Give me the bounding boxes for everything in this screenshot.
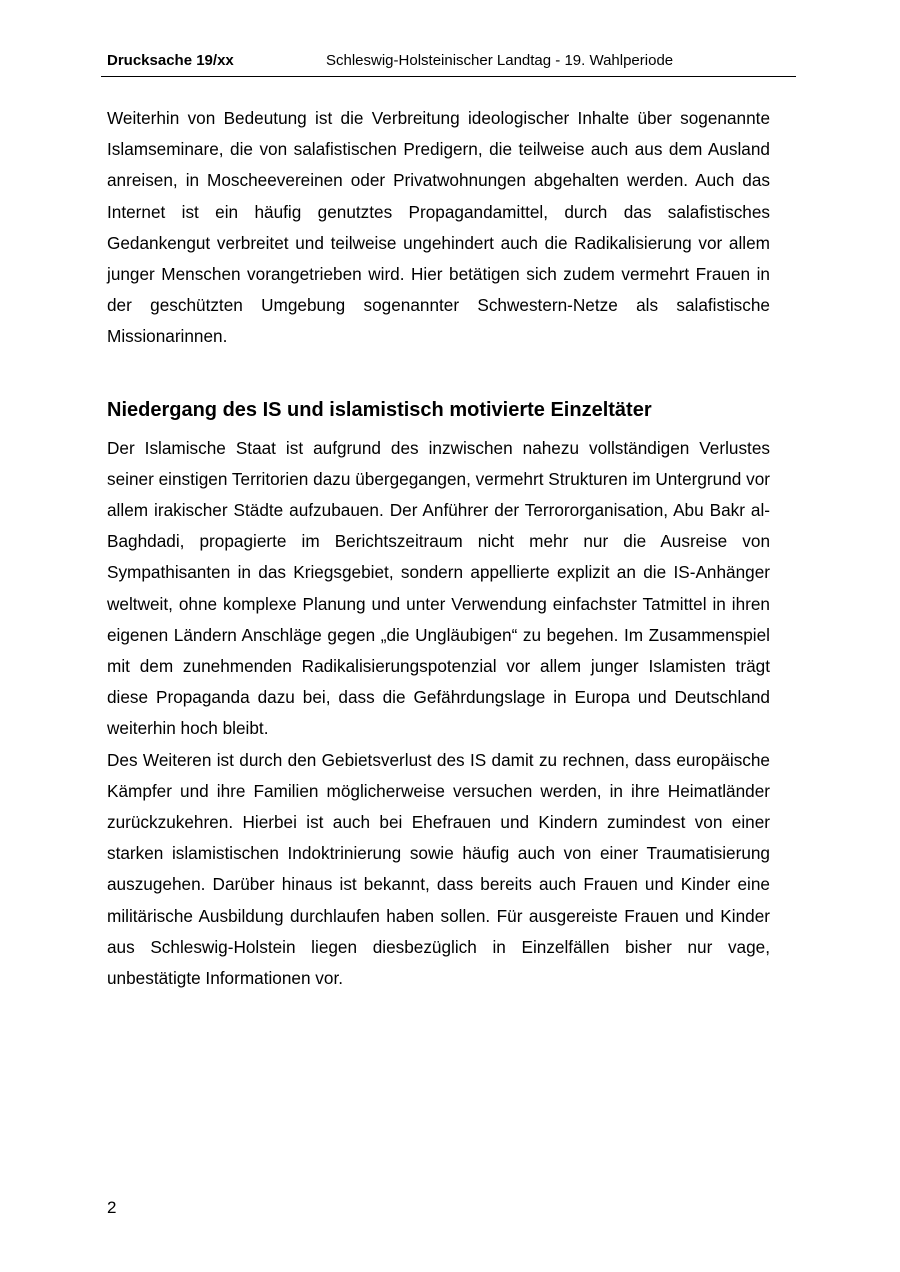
page-number: 2: [107, 1198, 117, 1217]
document-number: Drucksache 19/xx: [107, 52, 234, 69]
section-heading: Niedergang des IS und islamistisch motivierte Einzeltäter: [107, 398, 652, 421]
parliament-title: Schleswig-Holsteinischer Landtag - 19. Wahlperiode: [326, 52, 674, 69]
paragraph-returnees: Des Weiteren ist durch den Gebietsverlust des IS damit zu rechnen, dass europäische Kämpfer und ihre Familien möglicherweise versuchen werden, in ihre Heimatländer zurückzukehren. Hierbei ist auch bei Ehefrauen und Kindern zumindest von einer starken islamistischen Indoktrinierung sowie häufig auch von einer Traumatisierung auszugehen. Darüber hinaus ist bekannt, dass bereits auch Frauen und Kinder eine militärische Ausbildung durchlaufen haben sollen. Für ausgereiste Frauen und Kinder aus Schleswig-Holstein liegen diesbezüglich in Einzelfällen bisher nur vage, unbestätigte Informationen vor.: [107, 749, 770, 989]
page-content: [107, 103, 770, 994]
paragraph-is-decline: Der Islamische Staat ist aufgrund des inzwischen nahezu vollständigen Verlustes seiner einstigen Territorien dazu übergegangen, vermehrt Strukturen im Untergrund vor allem irakischer Städte aufzubauen. Der Anführer der Terrororganisation, Abu Bakr al-Baghdadi, propagierte im Berichtszeitraum nicht mehr nur die Ausreise von Sympathisanten in das Kriegsgebiet, sondern appellierte explizit an die IS-Anhänger weltweit, ohne komplexe Planung und unter Verwendung einfachster Tatmittel in ihren eigenen Ländern Anschläge gegen „die Ungläubigen“ zu begehen. Im Zusammenspiel mit dem zunehmenden Radikalisierungspotenzial vor allem junger Islamisten trägt diese Propaganda dazu bei, dass die Gefährdungslage in Europa und Deutschland weiterhin hoch bleibt.: [107, 437, 770, 739]
page-header: [101, 50, 796, 77]
paragraph-seminars-internet: Weiterhin von Bedeutung ist die Verbreitung ideologischer Inhalte über sogenannte Islamseminare, die von salafistischen Predigern, die teilweise auch aus dem Ausland anreisen, in Moscheevereinen oder Privatwohnungen abgehalten werden. Auch das Internet ist ein häufig genutztes Propagandamittel, durch das salafistisches Gedankengut verbreitet und teilweise ungehindert auch die Radikalisierung vor allem junger Menschen vorangetrieben wird. Hier betätigen sich zudem vermehrt Frauen in der geschützten Umgebung sogenannter Schwestern-Netze als salafistische Missionarinnen.: [107, 108, 770, 347]
